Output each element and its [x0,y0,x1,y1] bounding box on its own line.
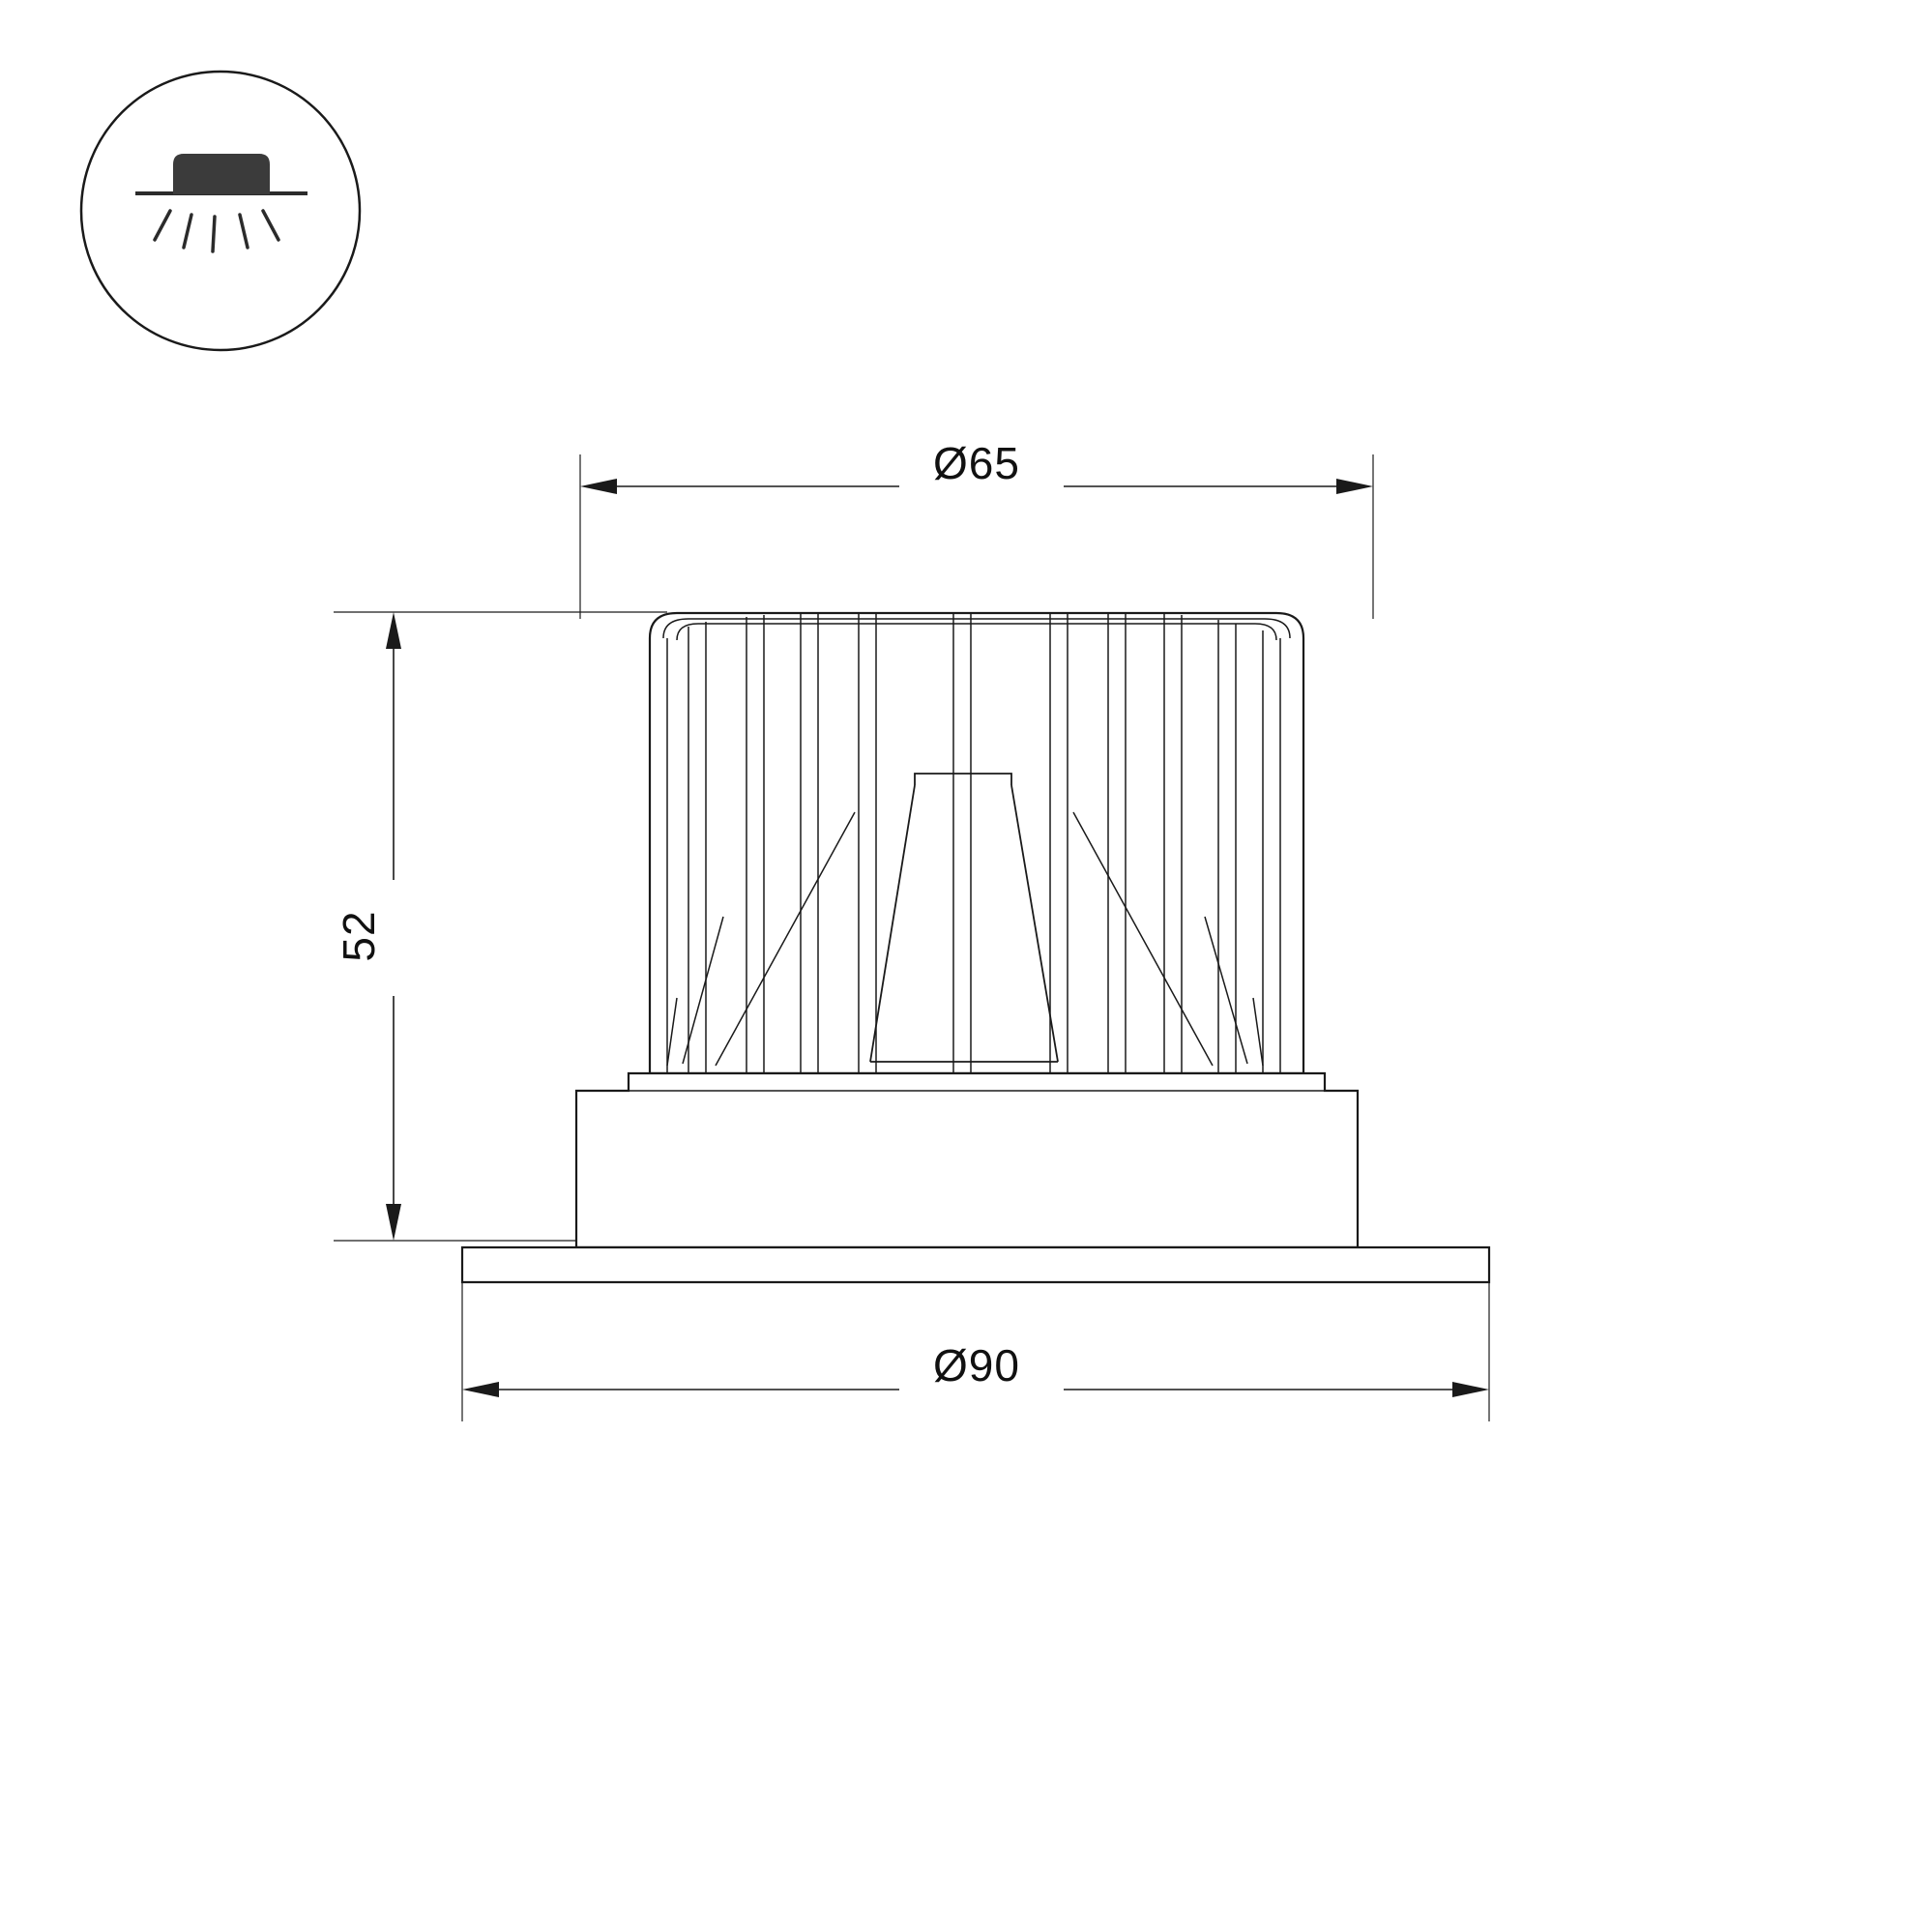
dimension-label-top: Ø65 [933,438,1020,488]
symbol-circle [81,72,360,350]
arrow-left-icon [580,479,617,494]
fixture-body-icon [174,155,269,193]
arrow-right-icon [1452,1382,1489,1397]
dimension-height [334,612,401,1241]
arrow-up-icon [386,612,401,649]
arrow-down-icon [386,1204,401,1241]
downlight-elevation [462,613,1489,1282]
mounting-flange [462,1247,1489,1282]
dimension-label-height: 52 [334,910,384,962]
heatsink-outline [650,613,1303,1073]
dimension-top-diameter [580,438,1373,494]
ceiling-recessed-downlight-symbol [81,72,360,350]
dimension-flange-diameter [462,1340,1489,1397]
dimension-label-flange: Ø90 [933,1340,1020,1390]
driver-housing [576,1073,1358,1247]
arrow-right-icon [1336,479,1373,494]
arrow-left-icon [462,1382,499,1397]
